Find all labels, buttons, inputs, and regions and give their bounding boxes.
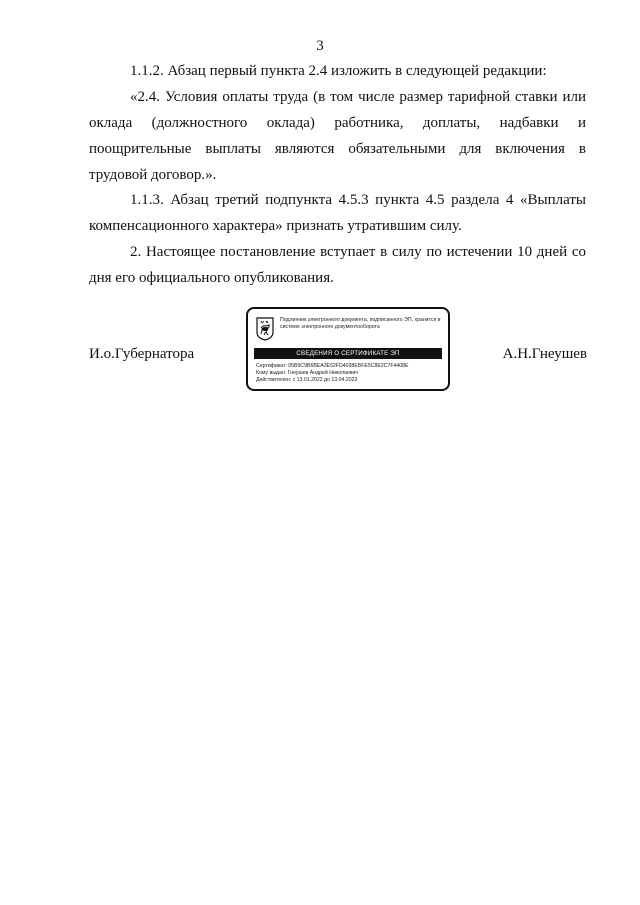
- paragraph-2: [89, 84, 586, 188]
- page-number: 3: [316, 38, 324, 54]
- stamp-validity: Действителен: с 13.01.2022 до 13.04.2023: [256, 377, 358, 383]
- paragraph-1: [89, 58, 586, 84]
- paragraph-2-last: трудовой договор.».: [89, 167, 217, 183]
- paragraph-3-text: 1.1.3. Абзац третий подпункта 4.5.3 пункта 4.5 раздела 4 «Выплаты компенсационного характера» признать утратившим силу.: [89, 192, 586, 234]
- signature-position: И.о.Губернатора: [89, 346, 195, 362]
- paragraph-3: [89, 187, 586, 239]
- signature-name: А.Н.Гнеушев: [502, 346, 587, 362]
- paragraph-1-text: 1.1.2. Абзац первый пункта 2.4 изложить в следующей редакции:: [130, 63, 547, 79]
- stamp-certificate: Сертификат: 05B9C9B6BEA3E52FD4038EBFE5C8E2C7F4408E: [256, 363, 409, 369]
- stamp-header: Подлинник электронного документа, подписанного ЭП, хранится в системе электронного документооборота: [280, 317, 441, 330]
- stamp-title-bar: СВЕДЕНИЯ О СЕРТИФИКАТЕ ЭП: [254, 348, 442, 359]
- paragraph-4: [89, 239, 586, 291]
- deer-emblem-icon: [256, 317, 274, 341]
- stamp-issued-to: Кому выдан: Гнеушев Андрей Николаевич: [256, 370, 359, 376]
- paragraph-4-text: 2. Настоящее постановление вступает в силу по истечении 10 дней со дня его официального опубликования.: [89, 244, 586, 286]
- electronic-signature-stamp: [246, 307, 450, 391]
- paragraph-2-main: «2.4. Условия оплаты труда (в том числе размер тарифной ставки или оклада (должностного оклада) работника, доплаты, надбавки и поощрительные выплаты являются обязательными для включения в: [89, 89, 586, 157]
